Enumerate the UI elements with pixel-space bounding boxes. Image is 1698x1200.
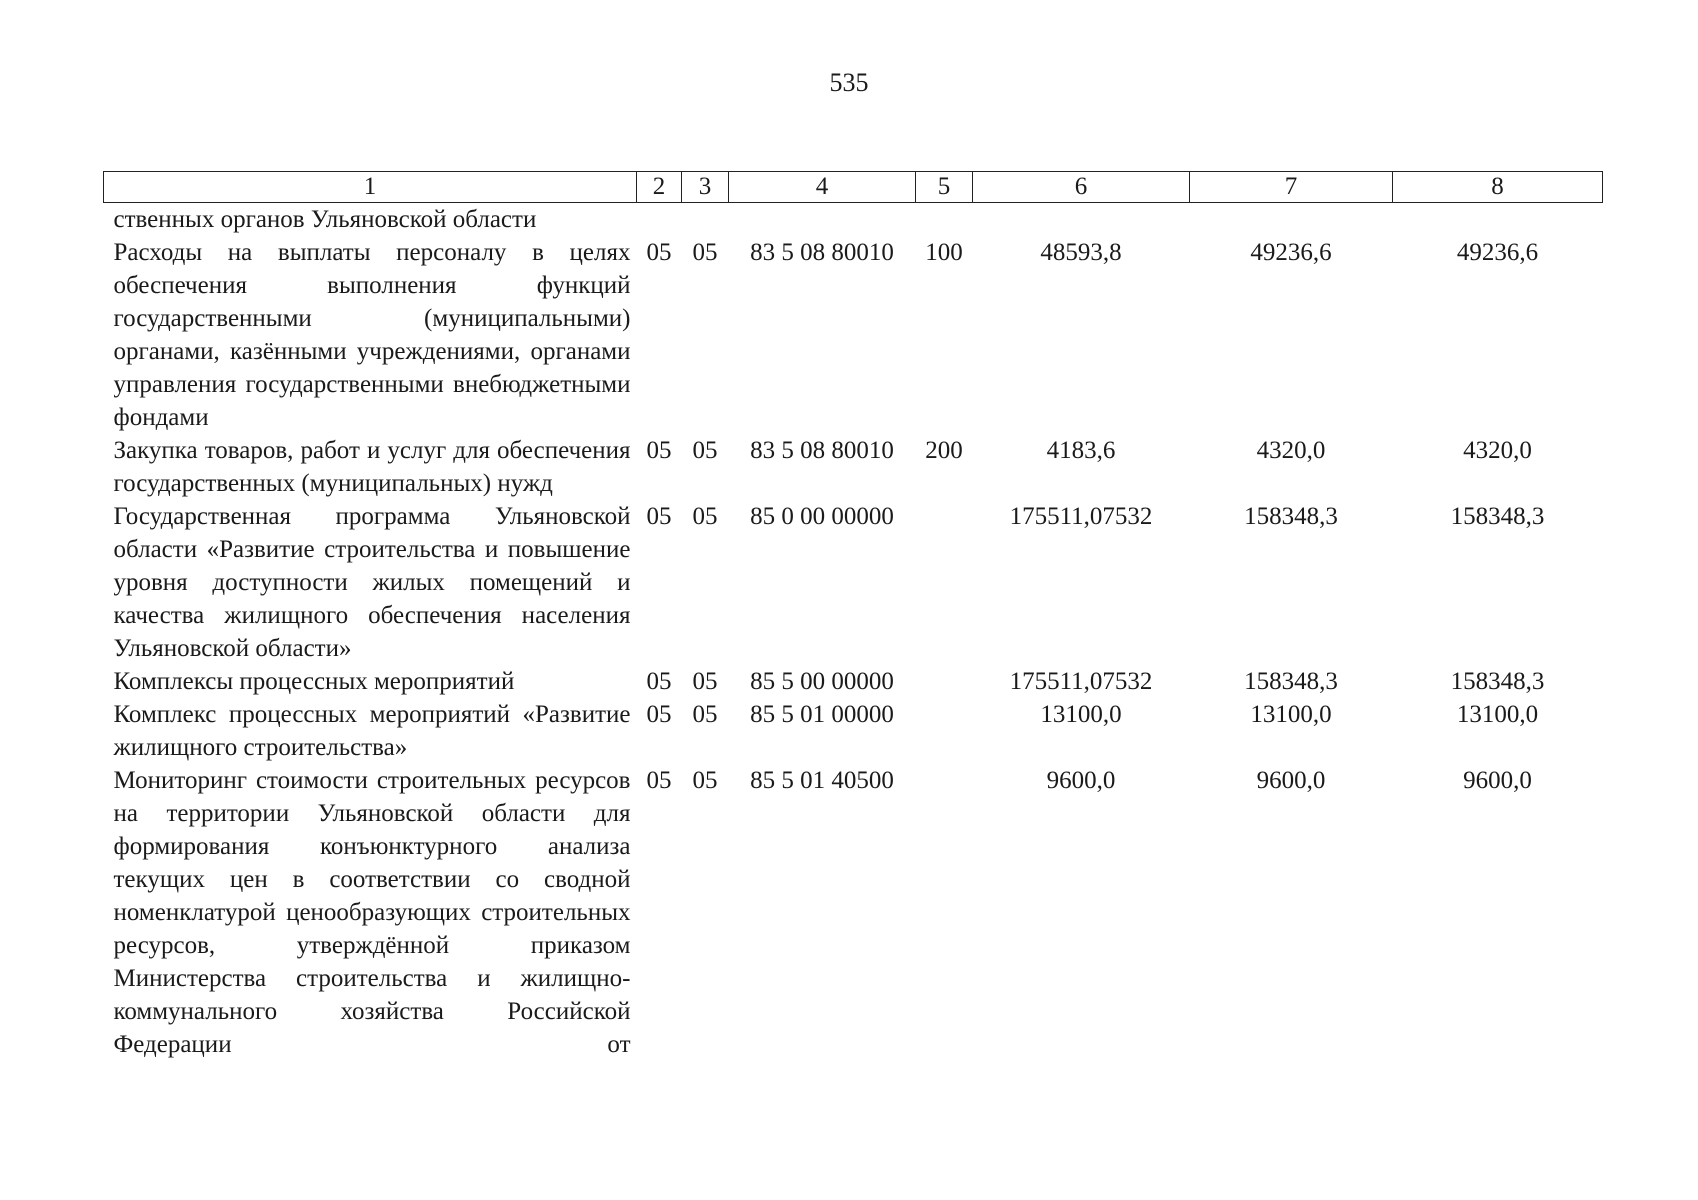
target-article-code: 83 5 08 80010 bbox=[750, 239, 894, 266]
amount-col-7: 49236,6 bbox=[1250, 239, 1332, 266]
row-description: Расходы на выплаты персоналу в целях обеспечения выполнения функций государственными (муниципальными) органами, казёнными учреждениями, органами управления государственными внебюджетными фондами bbox=[113, 239, 631, 431]
section-code: 05 bbox=[646, 668, 672, 695]
amount-col-8: 158348,3 bbox=[1450, 503, 1545, 530]
amount-col-8: 158348,3 bbox=[1450, 668, 1545, 695]
expense-type-code bbox=[916, 665, 973, 698]
table-row bbox=[104, 236, 1603, 434]
section-code: 05 bbox=[646, 437, 672, 464]
section-code: 05 bbox=[646, 767, 672, 794]
row-description: Комплексы процессных мероприятий bbox=[113, 668, 515, 695]
amount-col-6: 175511,07532 bbox=[1009, 668, 1153, 695]
target-article-code: 85 0 00 00000 bbox=[750, 503, 894, 530]
section-code: 05 bbox=[646, 503, 672, 530]
subsection-code: 05 bbox=[692, 503, 718, 530]
subsection-code: 05 bbox=[692, 239, 718, 266]
column-header-6: 6 bbox=[973, 172, 1190, 203]
table-row bbox=[104, 203, 1603, 237]
table-row bbox=[104, 764, 1603, 1061]
subsection-code: 05 bbox=[692, 668, 718, 695]
amount-col-7: 158348,3 bbox=[1244, 503, 1338, 530]
column-header-7: 7 bbox=[1190, 172, 1393, 203]
section-code bbox=[637, 203, 682, 237]
expense-type-code bbox=[916, 764, 973, 1061]
subsection-code: 05 bbox=[692, 437, 718, 464]
target-article-code bbox=[729, 203, 916, 237]
target-article-code: 85 5 01 40500 bbox=[750, 767, 894, 794]
row-description: Мониторинг стоимости строительных ресурсов на территории Ульяновской области для формирования конъюнктурного анализа текущих цен в соответствии со сводной номенклатурой ценообразующих строительных ресурсов, утверждённой приказом Министерства строительства и жилищно-коммунального хозяйства Российской Федерации от bbox=[113, 767, 631, 1058]
amount-col-7: 158348,3 bbox=[1244, 668, 1338, 695]
column-header-4: 4 bbox=[729, 172, 916, 203]
amount-col-6: 9600,0 bbox=[1046, 767, 1116, 794]
amount-col-8 bbox=[1393, 203, 1603, 237]
amount-col-8: 4320,0 bbox=[1463, 437, 1532, 464]
expense-type-code: 200 bbox=[925, 437, 963, 464]
amount-col-6: 48593,8 bbox=[1040, 239, 1122, 266]
amount-col-7 bbox=[1190, 203, 1393, 237]
target-article-code: 85 5 00 00000 bbox=[750, 668, 894, 695]
target-article-code: 83 5 08 80010 bbox=[750, 437, 894, 464]
header-row bbox=[104, 172, 1603, 203]
amount-col-6 bbox=[973, 203, 1190, 237]
budget-table bbox=[103, 171, 1603, 1061]
row-description: Закупка товаров, работ и услуг для обеспечения государственных (муниципальных) нужд bbox=[113, 437, 631, 497]
subsection-code: 05 bbox=[692, 767, 718, 794]
row-description: Комплекс процессных мероприятий «Развитие жилищного строительства» bbox=[113, 701, 631, 761]
amount-col-7: 13100,0 bbox=[1250, 701, 1332, 728]
subsection-code bbox=[682, 203, 729, 237]
column-header-2: 2 bbox=[637, 172, 682, 203]
amount-col-7: 9600,0 bbox=[1256, 767, 1326, 794]
table-row bbox=[104, 698, 1603, 764]
table-row bbox=[104, 500, 1603, 665]
expense-type-code bbox=[916, 698, 973, 764]
expense-type-code: 100 bbox=[925, 239, 963, 266]
row-description: ственных органов Ульяновской области bbox=[113, 206, 537, 233]
page-number: 535 bbox=[829, 68, 869, 97]
section-code: 05 bbox=[646, 239, 672, 266]
amount-col-6: 4183,6 bbox=[1046, 437, 1116, 464]
column-header-8: 8 bbox=[1393, 172, 1603, 203]
amount-col-8: 13100,0 bbox=[1456, 701, 1539, 728]
row-description: Государственная программа Ульяновской области «Развитие строительства и повышение уровня доступности жилых помещений и качества жилищного обеспечения населения Ульяновской области» bbox=[113, 503, 631, 662]
expense-type-code bbox=[916, 203, 973, 237]
amount-col-7: 4320,0 bbox=[1256, 437, 1326, 464]
column-header-1: 1 bbox=[104, 172, 637, 203]
subsection-code: 05 bbox=[692, 701, 718, 728]
amount-col-8: 9600,0 bbox=[1463, 767, 1532, 794]
section-code: 05 bbox=[646, 701, 672, 728]
target-article-code: 85 5 01 00000 bbox=[750, 701, 894, 728]
expense-type-code bbox=[916, 500, 973, 665]
column-header-3: 3 bbox=[682, 172, 729, 203]
column-header-5: 5 bbox=[916, 172, 973, 203]
amount-col-8: 49236,6 bbox=[1456, 239, 1539, 266]
amount-col-6: 13100,0 bbox=[1040, 701, 1122, 728]
table-row bbox=[104, 434, 1603, 500]
amount-col-6: 175511,07532 bbox=[1009, 503, 1153, 530]
table-row bbox=[104, 665, 1603, 698]
